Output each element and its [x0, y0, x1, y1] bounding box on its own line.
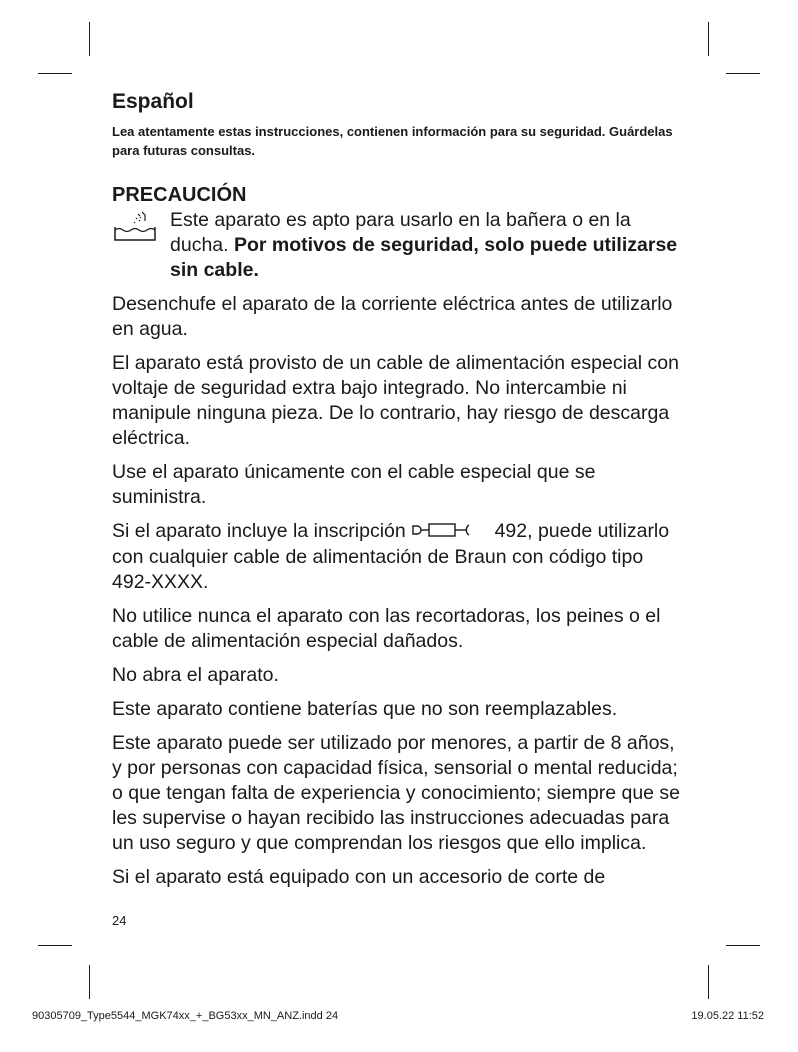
p4-before: Si el aparato incluye la inscripción: [112, 520, 412, 542]
crop-mark: [726, 73, 760, 74]
paragraph-accessory: Si el aparato está equipado con un accesorio de corte de: [112, 866, 606, 888]
footer-filename: 90305709_Type5544_MGK74xx_+_BG53xx_MN_ANZ.indd 24: [32, 1010, 339, 1022]
page-content: [112, 88, 682, 890]
paragraph-damaged: No utilice nunca el aparato con las recortadoras, los peines o el cable de alimentación especial dañados.: [112, 605, 661, 652]
crop-mark: [38, 73, 72, 74]
caution-text: [170, 208, 682, 283]
power-cord-icon: [411, 520, 489, 545]
language-heading: Español: [112, 90, 194, 113]
paragraph-special-cable: Use el aparato únicamente con el cable especial que se suministra.: [112, 461, 596, 508]
paragraph-batteries: Este aparato contiene baterías que no son reemplazables.: [112, 698, 618, 720]
caution-text-normal: Este aparato es apto para usarlo en la bañera o en la ducha.: [170, 209, 631, 256]
paragraph-unplug: Desenchufe el aparato de la corriente eléctrica antes de utilizarlo en agua.: [112, 293, 673, 340]
paragraph-children: Este aparato puede ser utilizado por menores, a partir de 8 años, y por personas con capacidad física, sensorial o mental reducida; o que tengan falta de experiencia y conocimiento; siempre que se les supervise o hayan recibido las instrucciones adecuadas para un uso seguro y que comprendan los riesgos que ello implica.: [112, 732, 681, 854]
crop-mark: [708, 965, 709, 999]
paragraph-492: [112, 519, 682, 595]
page-number: 24: [112, 913, 127, 928]
paragraph-do-not-open: No abra el aparato.: [112, 664, 279, 686]
crop-mark: [726, 945, 760, 946]
crop-mark: [708, 22, 709, 56]
crop-mark: [38, 945, 72, 946]
p4-after: 492, puede utilizarlo con cualquier cable de alimentación de Braun con código tipo 492-XXXX.: [112, 520, 670, 593]
caution-heading: PRECAUCIÓN: [112, 184, 247, 206]
bathtub-shower-icon: [112, 208, 170, 249]
caution-block: [112, 208, 682, 283]
footer-date: 19.05.22 11:52: [691, 1010, 764, 1022]
crop-mark: [89, 22, 90, 56]
intro-note: Lea atentamente estas instrucciones, contienen información para su seguridad. Guárdelas para futuras consultas.: [112, 124, 673, 158]
paragraph-cable-voltage: El aparato está provisto de un cable de alimentación especial con voltaje de seguridad extra bajo integrado. No intercambie ni manipule ninguna pieza. De lo contrario, hay riesgo de descarga eléctrica.: [112, 352, 679, 449]
crop-mark: [89, 965, 90, 999]
caution-text-bold: Por motivos de seguridad, solo puede utilizarse sin cable.: [170, 234, 678, 281]
